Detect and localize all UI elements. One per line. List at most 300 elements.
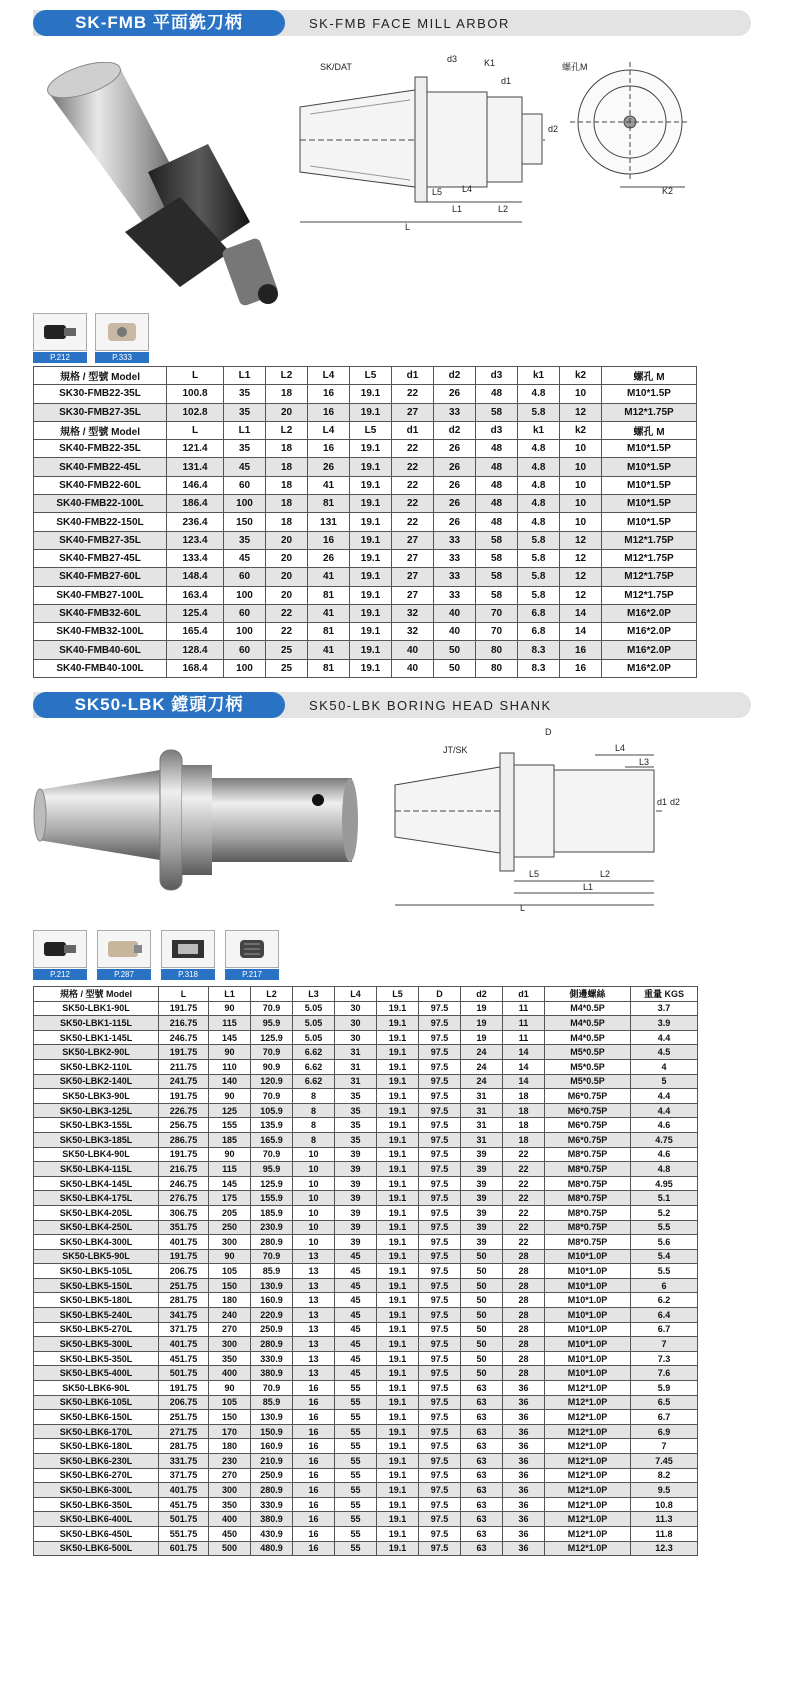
table-cell: 80 [476,659,518,677]
table-cell: 351.75 [159,1220,209,1235]
table-cell: 130.9 [251,1410,293,1425]
thumbnail-page: P.333 [95,352,149,363]
table-cell: 97.5 [419,1541,461,1556]
table-cell: 20 [266,531,308,549]
face-mill-arbor-photo [30,62,290,317]
table-cell: SK50-LBK4-145L [34,1176,159,1191]
table-cell: 10 [560,476,602,494]
table-cell: 55 [335,1541,377,1556]
table-cell: 4.8 [518,476,560,494]
table-cell: 500 [209,1541,251,1556]
table-cell: SK50-LBK5-240L [34,1308,159,1323]
label-screw: 螺孔M [562,62,588,72]
table-cell: 45 [335,1293,377,1308]
table-cell: 26 [434,476,476,494]
table-cell: M12*1.0P [545,1424,631,1439]
table-cell: 133.4 [167,549,224,567]
table-cell: SK50-LBK6-90L [34,1381,159,1396]
table-cell: M12*1.0P [545,1526,631,1541]
table-cell: 81 [308,659,350,677]
table-cell: SK40-FMB32-100L [34,623,167,641]
section1-title-en: SK-FMB FACE MILL ARBOR [309,16,510,31]
table-cell: 22 [392,495,434,513]
table-cell: 150 [224,513,266,531]
table-cell: 10 [293,1191,335,1206]
table-cell: 19.1 [377,1278,419,1293]
table-cell: 50 [434,641,476,659]
table-cell: SK50-LBK1-115L [34,1016,159,1031]
table-cell: 36 [503,1526,545,1541]
thumbnail-collet[interactable] [33,930,87,980]
table-cell: 97.5 [419,1395,461,1410]
table-cell: 95.9 [251,1162,293,1177]
table-cell: 70.9 [251,1381,293,1396]
table-cell: 18 [503,1103,545,1118]
header-cell: L2 [251,987,293,1002]
table-cell: 19.1 [377,1424,419,1439]
table-cell: 36 [503,1424,545,1439]
table-cell: 230.9 [251,1220,293,1235]
table-cell: 6.4 [631,1308,698,1323]
table-cell: 35 [335,1103,377,1118]
table-cell: 58 [476,403,518,421]
table-cell: 5 [631,1074,698,1089]
table-cell: 18 [266,495,308,513]
thumbnail-boring-set[interactable] [161,930,215,980]
table-cell: 6.62 [293,1045,335,1060]
table-cell: 191.75 [159,1381,209,1396]
table-cell: 100 [224,495,266,513]
header-cell: 規格 / 型號 Model [34,421,167,439]
table-cell: 95.9 [251,1016,293,1031]
table-cell: 165.4 [167,623,224,641]
table-cell: 25 [266,641,308,659]
table-cell: 19.1 [377,1176,419,1191]
table-cell: 240 [209,1308,251,1323]
table-row [34,1526,698,1541]
table-cell: 81 [308,586,350,604]
table-cell: 16 [293,1381,335,1396]
table-cell: SK50-LBK2-90L [34,1045,159,1060]
table-cell: 39 [335,1220,377,1235]
table-cell: 12 [560,403,602,421]
table-cell: 123.4 [167,531,224,549]
table-row [34,586,697,604]
table-cell: 205 [209,1205,251,1220]
table-cell: SK40-FMB27-100L [34,586,167,604]
table-row [34,1176,698,1191]
table-cell: M12*1.75P [602,531,697,549]
thumbnail-spring-collet[interactable] [225,930,279,980]
header-cell: d2 [434,367,476,385]
table-cell: M10*1.5P [602,476,697,494]
table-cell: 31 [335,1059,377,1074]
table-cell: M6*0.75P [545,1103,631,1118]
table-cell: 251.75 [159,1278,209,1293]
label-k2: K2 [662,186,674,196]
table-cell: 90.9 [251,1059,293,1074]
table-cell: SK40-FMB32-60L [34,604,167,622]
table-cell: 5.6 [631,1235,698,1250]
table-cell: 48 [476,385,518,403]
table-cell: M8*0.75P [545,1176,631,1191]
table-cell: 401.75 [159,1337,209,1352]
boring-head-shank-photo [30,740,360,900]
table-cell: 380.9 [251,1366,293,1381]
table-cell: 41 [308,568,350,586]
table-cell: 4.8 [631,1162,698,1177]
table-cell: 19.1 [377,1235,419,1250]
table-cell: 97.5 [419,1191,461,1206]
table-cell: SK50-LBK6-270L [34,1468,159,1483]
table-cell: 19.1 [377,1366,419,1381]
table-cell: 39 [335,1176,377,1191]
table-cell: 97.5 [419,1205,461,1220]
table-cell: 4.5 [631,1045,698,1060]
table-cell: 55 [335,1526,377,1541]
table-cell: 19.1 [350,531,392,549]
table-cell: M12*1.0P [545,1439,631,1454]
table-cell: 45 [335,1308,377,1323]
table-cell: 41 [308,641,350,659]
table-row [34,1395,698,1410]
table-cell: 70.9 [251,1249,293,1264]
table-cell: 13 [293,1278,335,1293]
table-cell: 210.9 [251,1454,293,1469]
table-cell: 31 [461,1103,503,1118]
table-cell: 16 [293,1541,335,1556]
boring-head-shank-drawing [385,725,685,915]
table-cell: 19.1 [350,458,392,476]
table-cell: 18 [266,458,308,476]
table-cell: M8*0.75P [545,1235,631,1250]
header-cell: d1 [392,421,434,439]
table-cell: 18 [503,1118,545,1133]
table-cell: 16 [293,1512,335,1527]
table-cell: 48 [476,458,518,476]
table-cell: 4.8 [518,495,560,513]
table-cell: 16 [560,659,602,677]
table-cell: 401.75 [159,1483,209,1498]
table-cell: 90 [209,1089,251,1104]
collet-icon [33,930,87,968]
table-cell: 45 [224,549,266,567]
thumbnail-collet[interactable] [33,313,87,363]
table-cell: 19.1 [377,1308,419,1323]
table-cell: 10 [293,1235,335,1250]
table-cell: 22 [503,1235,545,1250]
table-cell: 7 [631,1439,698,1454]
table-cell: 22 [392,476,434,494]
table-cell: 70.9 [251,1147,293,1162]
table-cell: 50 [461,1366,503,1381]
table-cell: SK50-LBK3-185L [34,1132,159,1147]
table-cell: 5.05 [293,1030,335,1045]
table-cell: 18 [503,1132,545,1147]
table-cell: 26 [434,440,476,458]
table-cell: 80 [476,641,518,659]
table-cell: 90 [209,1001,251,1016]
table-cell: 97.5 [419,1468,461,1483]
table-cell: 19.1 [350,440,392,458]
table-cell: 16 [560,641,602,659]
table-cell: 90 [209,1147,251,1162]
table-cell: 206.75 [159,1264,209,1279]
lbk-spec-table [33,986,698,1556]
table-cell: 16 [293,1395,335,1410]
table-cell: 4.8 [518,440,560,458]
thumbnail-face-mill[interactable] [95,313,149,363]
table-cell: 5.8 [518,531,560,549]
table-cell: 220.9 [251,1308,293,1323]
table-cell: 19.1 [350,385,392,403]
table-cell: 19.1 [377,1454,419,1469]
table-cell: 26 [434,385,476,403]
table-cell: 105 [209,1264,251,1279]
table-cell: SK50-LBK6-170L [34,1424,159,1439]
table-cell: 7.6 [631,1366,698,1381]
table-cell: M12*1.75P [602,403,697,421]
table-row [34,1059,698,1074]
table-cell: 350 [209,1497,251,1512]
table-cell: 26 [308,549,350,567]
table-row [34,1191,698,1206]
header-cell: L2 [266,367,308,385]
header-cell: L [167,367,224,385]
table-cell: 40 [392,659,434,677]
table-row [34,1468,698,1483]
table-row [34,1030,698,1045]
table-cell: 48 [476,440,518,458]
table-cell: 19.1 [377,1205,419,1220]
table-cell: 105.9 [251,1103,293,1118]
table-cell: 8 [293,1103,335,1118]
table-cell: 19.1 [377,1381,419,1396]
table-cell: 4.4 [631,1103,698,1118]
table-cell: SK40-FMB40-60L [34,641,167,659]
table-cell: 4.95 [631,1176,698,1191]
header-cell: 規格 / 型號 Model [34,367,167,385]
table-cell: 20 [266,549,308,567]
header-cell: d3 [476,421,518,439]
table-cell: 451.75 [159,1351,209,1366]
table-cell: 180 [209,1293,251,1308]
label-l3: L3 [639,757,650,767]
table-row [34,1235,698,1250]
table-cell: 36 [503,1395,545,1410]
table-cell: 31 [461,1118,503,1133]
table-cell: 380.9 [251,1512,293,1527]
table-cell: 401.75 [159,1235,209,1250]
table-cell: 63 [461,1454,503,1469]
table-cell: 70.9 [251,1001,293,1016]
table-cell: 341.75 [159,1308,209,1323]
table-cell: M6*0.75P [545,1089,631,1104]
table-cell: SK50-LBK6-150L [34,1410,159,1425]
table-cell: 16 [293,1454,335,1469]
table-cell: 100 [224,586,266,604]
table-cell: 120.9 [251,1074,293,1089]
table-cell: M8*0.75P [545,1191,631,1206]
thumbnail-page: P.212 [33,352,87,363]
header-cell: d2 [461,987,503,1002]
table-cell: SK50-LBK5-300L [34,1337,159,1352]
table-cell: 306.75 [159,1205,209,1220]
table-cell: SK50-LBK4-300L [34,1235,159,1250]
table-cell: SK50-LBK6-450L [34,1526,159,1541]
table-cell: 39 [461,1147,503,1162]
table-row [34,1089,698,1104]
table-cell: 70 [476,604,518,622]
table-cell: 10 [560,495,602,513]
table-cell: 10 [293,1176,335,1191]
table-cell: 280.9 [251,1337,293,1352]
table-cell: 81 [308,495,350,513]
table-row [34,1118,698,1133]
table-cell: 6.62 [293,1074,335,1089]
table-cell: 36 [503,1439,545,1454]
header-cell: 規格 / 型號 Model [34,987,159,1002]
table-cell: 35 [335,1118,377,1133]
table-cell: 115 [209,1016,251,1031]
table-cell: 12 [560,531,602,549]
table-cell: 97.5 [419,1454,461,1469]
table-row [34,1205,698,1220]
table-cell: SK50-LBK4-250L [34,1220,159,1235]
table-row [34,659,697,677]
table-cell: M6*0.75P [545,1132,631,1147]
table-cell: 14 [503,1074,545,1089]
table-cell: 250.9 [251,1322,293,1337]
table-cell: M5*0.5P [545,1045,631,1060]
table-cell: SK50-LBK5-105L [34,1264,159,1279]
table-cell: 39 [461,1205,503,1220]
label-jtsk: JT/SK [443,745,468,755]
table-cell: 10 [560,458,602,476]
table-cell: M4*0.5P [545,1016,631,1031]
table-cell: 97.5 [419,1030,461,1045]
table-cell: 19.1 [377,1468,419,1483]
table-cell: 13 [293,1264,335,1279]
table-cell: 300 [209,1483,251,1498]
table-row [34,1512,698,1527]
table-cell: 216.75 [159,1162,209,1177]
table-cell: 27 [392,549,434,567]
table-cell: 19.1 [377,1030,419,1045]
table-cell: 16 [293,1483,335,1498]
header-cell: 螺孔 M [602,367,697,385]
table-cell: 27 [392,403,434,421]
table-cell: M10*1.0P [545,1308,631,1323]
table-row [34,495,697,513]
table-cell: 9.5 [631,1483,698,1498]
table-cell: 4.75 [631,1132,698,1147]
table-cell: 28 [503,1278,545,1293]
table-cell: 145 [209,1176,251,1191]
table-cell: 4.8 [518,458,560,476]
table-cell: SK40-FMB22-150L [34,513,167,531]
table-cell: SK50-LBK5-150L [34,1278,159,1293]
table-cell: 450 [209,1526,251,1541]
table-cell: 6.7 [631,1410,698,1425]
table-cell: 63 [461,1541,503,1556]
table-cell: M12*1.0P [545,1483,631,1498]
header-cell: D [419,987,461,1002]
table-cell: 19.1 [377,1512,419,1527]
table-cell: 58 [476,549,518,567]
table-cell: 10 [293,1147,335,1162]
table-cell: 90 [209,1045,251,1060]
label-l2: L2 [498,204,509,214]
label-d2: d2 [670,797,681,807]
table-cell: 8.2 [631,1468,698,1483]
table-cell: 19.1 [377,1118,419,1133]
table-cell: 185 [209,1132,251,1147]
table-cell: 70 [476,623,518,641]
table-cell: 4.6 [631,1147,698,1162]
table-cell: 11.8 [631,1526,698,1541]
table-cell: 280.9 [251,1235,293,1250]
table-cell: SK50-LBK6-300L [34,1483,159,1498]
table-cell: 131 [308,513,350,531]
label-dat: SK/DAT [320,62,352,72]
table-cell: 19.1 [350,476,392,494]
header-cell: L1 [224,367,266,385]
table-cell: M10*1.0P [545,1322,631,1337]
table-cell: 45 [335,1366,377,1381]
table-cell: 28 [503,1337,545,1352]
table-cell: M8*0.75P [545,1162,631,1177]
label-l1: L1 [583,882,594,892]
table-cell: SK50-LBK4-175L [34,1191,159,1206]
table-cell: 6.9 [631,1424,698,1439]
table-cell: 16 [308,531,350,549]
thumbnail-boring-head[interactable] [97,930,151,980]
table-cell: 7 [631,1337,698,1352]
table-cell: 16 [308,440,350,458]
table-cell: 170 [209,1424,251,1439]
table-cell: 97.5 [419,1439,461,1454]
table-cell: 45 [335,1264,377,1279]
table-cell: M16*2.0P [602,641,697,659]
table-cell: 19 [461,1030,503,1045]
table-cell: 8.3 [518,641,560,659]
table-cell: 55 [335,1512,377,1527]
table-cell: 12 [560,586,602,604]
table-cell: 36 [503,1468,545,1483]
table-cell: SK40-FMB22-45L [34,458,167,476]
table-cell: 5.05 [293,1016,335,1031]
table-cell: 300 [209,1337,251,1352]
table-cell: 48 [476,476,518,494]
table-cell: 19.1 [377,1497,419,1512]
table-row [34,1439,698,1454]
table-cell: 5.2 [631,1205,698,1220]
table-cell: 16 [293,1526,335,1541]
table-cell: 97.5 [419,1016,461,1031]
table-row [34,1308,698,1323]
table-cell: 271.75 [159,1424,209,1439]
table-cell: 60 [224,568,266,586]
table-cell: 13 [293,1366,335,1381]
table-cell: 14 [560,604,602,622]
table-cell: 191.75 [159,1045,209,1060]
label-l5: L5 [432,187,443,197]
table-cell: 19.1 [377,1162,419,1177]
table-cell: 35 [224,531,266,549]
label-d3: d3 [447,54,458,64]
table-row [34,1410,698,1425]
